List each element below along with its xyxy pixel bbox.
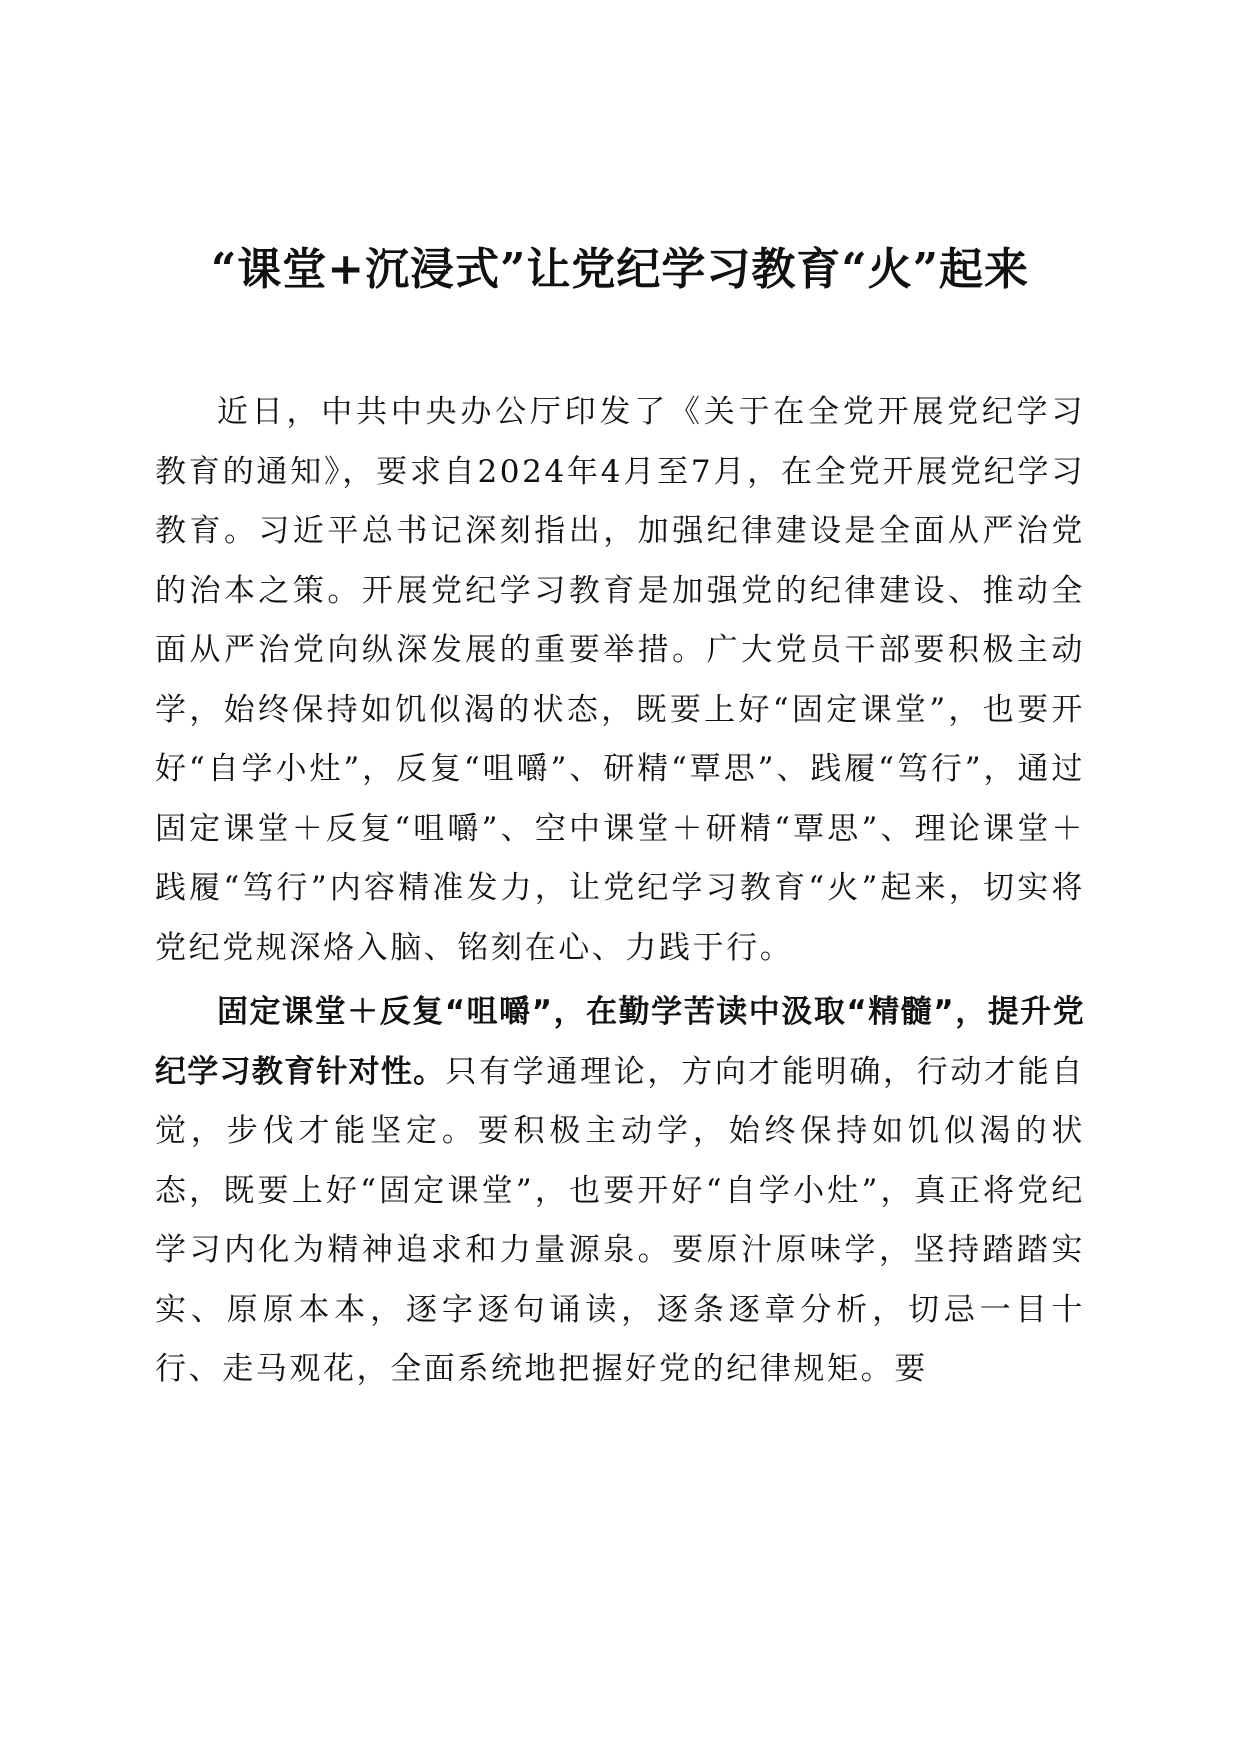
paragraph-intro	[155, 383, 1085, 978]
document-title: “课堂+沉浸式”让党纪学习教育“火”起来	[210, 244, 1030, 295]
paragraph-fixed-classroom-text: 只有学通理论，方向才能明确，行动才能自觉，步伐才能坚定。要积极主动学，始终保持如饥似渴的状态，既要上好“固定课堂”，也要开好“自学小灶”，真正将党纪学习内化为精神追求和力量源泉。要原汁原味学，坚持踏踏实实、原原本本，逐字逐句诵读，逐条逐章分析，切忌一目十行、走马观花，全面系统地把握好党的纪律规矩。要	[155, 1053, 1085, 1387]
paragraph-fixed-classroom	[155, 983, 1085, 1400]
document-body	[155, 383, 1085, 1400]
paragraph-fixed-classroom-heading: 固定课堂＋反复“咀嚼”，在勤学苦读中汲取“精髓”，提升党纪学习教育针对性。	[155, 994, 1085, 1090]
paragraph-intro-text: 近日，中共中央办公厅印发了《关于在全党开展党纪学习教育的通知》，要求自2024年4月至7月，在全党开展党纪学习教育。习近平总书记深刻指出，加强纪律建设是全面从严治党的治本之策。开展党纪学习教育是加强党的纪律建设、推动全面从严治党向纵深发展的重要举措。广大党员干部要积极主动学，始终保持如饥似渴的状态，既要上好“固定课堂”，也要开好“自学小灶”，反复“咀嚼”、研精“覃思”、践履“笃行”，通过固定课堂＋反复“咀嚼”、空中课堂＋研精“覃思”、理论课堂＋践履“笃行”内容精准发力，让党纪学习教育“火”起来，切实将党纪党规深烙入脑、铭刻在心、力践于行。	[155, 394, 1085, 966]
